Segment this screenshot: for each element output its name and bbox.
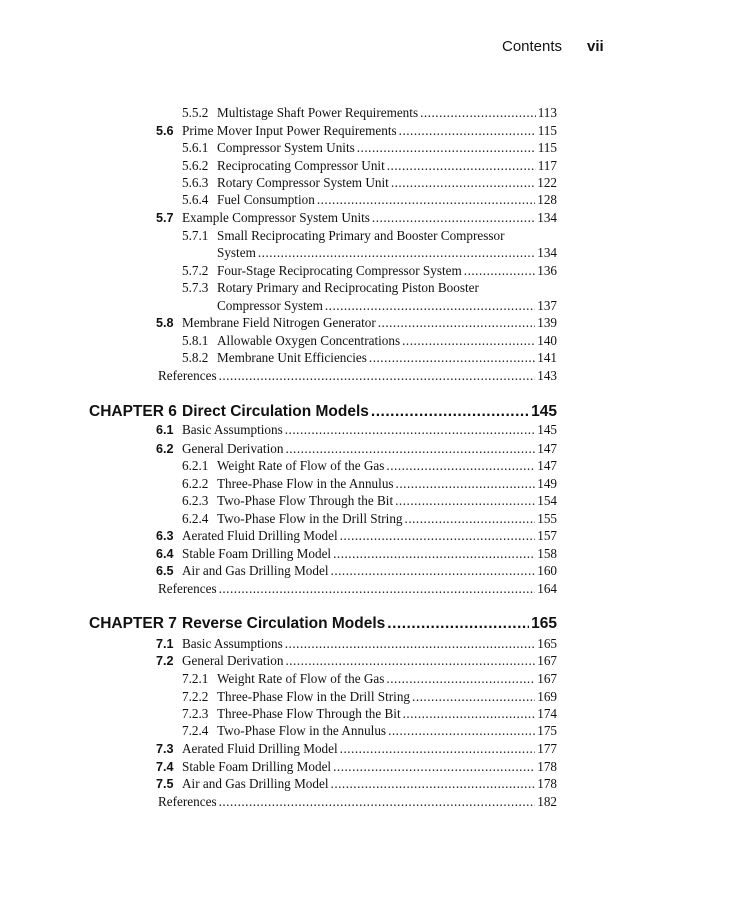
entry-title: Two-Phase Flow in the Annulus — [217, 723, 387, 738]
dot-leader — [391, 174, 535, 191]
entry-page: 140 — [537, 333, 557, 348]
toc-entry-5-6-2[interactable] — [182, 157, 557, 174]
entry-title: Stable Foam Drilling Model — [182, 546, 332, 561]
entry-number: 6.4 — [156, 547, 174, 561]
toc-entry-chapter6-references[interactable] — [158, 580, 557, 597]
entry-number: 6.2.1 — [182, 458, 209, 473]
toc-entry-6-4[interactable] — [156, 545, 557, 562]
entry-title: References — [158, 794, 217, 809]
entry-page: 182 — [537, 794, 557, 809]
entry-number: 5.8.2 — [182, 350, 209, 365]
chapter-label: CHAPTER 6 — [89, 403, 177, 420]
entry-page: 137 — [537, 298, 557, 313]
entry-title: Small Reciprocating Primary and Booster Compressor — [217, 228, 505, 243]
entry-page: 177 — [537, 741, 557, 756]
toc-entry-7-5[interactable] — [156, 775, 557, 792]
entry-number: 6.5 — [156, 564, 174, 578]
entry-number: 7.2.1 — [182, 671, 209, 686]
entry-title: Prime Mover Input Power Requirements — [182, 123, 397, 138]
entry-page: 145 — [537, 422, 557, 437]
chapter-title: Reverse Circulation Models — [182, 615, 386, 632]
toc-entry-5-8[interactable] — [156, 314, 557, 331]
entry-title: Compressor System Units — [217, 140, 355, 155]
entry-page: 178 — [537, 759, 557, 774]
dot-leader — [285, 635, 535, 652]
entry-title: Example Compressor System Units — [182, 210, 370, 225]
entry-page: 113 — [537, 105, 557, 120]
entry-title: Weight Rate of Flow of the Gas — [217, 671, 385, 686]
toc-entry-7-2-1[interactable] — [182, 670, 557, 687]
entry-title: Four-Stage Reciprocating Compressor System — [217, 263, 462, 278]
entry-number: 7.1 — [156, 637, 174, 651]
dot-leader — [369, 349, 535, 366]
toc-entry-5-8-1[interactable] — [182, 332, 557, 349]
dot-leader — [340, 740, 536, 757]
dot-leader — [402, 332, 535, 349]
entry-title-continued: System — [217, 245, 256, 260]
dot-leader — [372, 209, 535, 226]
entry-number: 5.7.2 — [182, 263, 209, 278]
entry-number: 5.6.4 — [182, 192, 209, 207]
entry-title-continued: Compressor System — [217, 298, 323, 313]
toc-entry-7-2[interactable] — [156, 652, 557, 669]
toc-entry-chapter7-references[interactable] — [158, 793, 557, 810]
entry-page: 160 — [537, 563, 557, 578]
entry-number: 5.6.3 — [182, 175, 209, 190]
entry-page: 149 — [537, 476, 557, 491]
dot-leader — [464, 262, 535, 279]
entry-title: Weight Rate of Flow of the Gas — [217, 458, 385, 473]
toc-entry-5-5-2[interactable] — [182, 104, 557, 121]
dot-leader — [386, 457, 535, 474]
running-header-title: Contents — [502, 38, 563, 55]
entry-page: 117 — [537, 158, 557, 173]
entry-number: 7.2.3 — [182, 706, 209, 721]
dot-leader — [325, 297, 535, 314]
toc-entry-6-1[interactable] — [156, 421, 557, 438]
dot-leader — [387, 613, 529, 635]
entry-page: 155 — [537, 511, 557, 526]
toc-entry-7-3[interactable] — [156, 740, 557, 757]
entry-title: Three-Phase Flow Through the Bit — [217, 706, 401, 721]
entry-page: 154 — [537, 493, 557, 508]
entry-number: 7.4 — [156, 760, 174, 774]
toc-entry-7-2-2[interactable] — [182, 688, 557, 705]
entry-title: Multistage Shaft Power Requirements — [217, 105, 419, 120]
dot-leader — [333, 758, 535, 775]
toc-entry-5-6-3[interactable] — [182, 174, 557, 191]
entry-number: 5.8 — [156, 316, 174, 330]
toc-entry-6-2-4[interactable] — [182, 510, 557, 527]
entry-title: Two-Phase Flow in the Drill String — [217, 511, 403, 526]
toc-entry-6-2[interactable] — [156, 440, 557, 457]
entry-title: Stable Foam Drilling Model — [182, 759, 332, 774]
entry-number: 7.2.2 — [182, 689, 209, 704]
dot-leader — [405, 510, 536, 527]
entry-number: 6.2.2 — [182, 476, 209, 491]
entry-title: Three-Phase Flow in the Annulus — [217, 476, 394, 491]
entry-number: 5.8.1 — [182, 333, 209, 348]
chapter-page: 165 — [531, 615, 557, 632]
entry-page: 174 — [537, 706, 557, 721]
dot-leader — [331, 562, 536, 579]
entry-title: Fuel Consumption — [217, 192, 315, 207]
chapter-title: Direct Circulation Models — [182, 403, 369, 420]
entry-title: References — [158, 581, 217, 596]
entry-number: 5.5.2 — [182, 105, 209, 120]
toc-chapter-6-heading[interactable] — [89, 401, 557, 423]
dot-leader — [396, 475, 536, 492]
entry-page: 157 — [537, 528, 557, 543]
toc-entry-6-2-3[interactable] — [182, 492, 557, 509]
dot-leader — [371, 401, 529, 423]
entry-number: 6.2.4 — [182, 511, 209, 526]
toc-entry-6-2-2[interactable] — [182, 475, 557, 492]
toc-entry-7-4[interactable] — [156, 758, 557, 775]
entry-page: 134 — [537, 245, 557, 260]
entry-number: 6.3 — [156, 529, 174, 543]
dot-leader — [219, 580, 536, 597]
entry-page: 139 — [537, 315, 557, 330]
entry-number: 7.5 — [156, 777, 174, 791]
dot-leader — [378, 314, 536, 331]
entry-page: 175 — [537, 723, 557, 738]
entry-number: 5.7 — [156, 211, 174, 225]
entry-title: Three-Phase Flow in the Drill String — [217, 689, 411, 704]
chapter-label: CHAPTER 7 — [89, 615, 177, 632]
toc-entry-7-2-4[interactable] — [182, 722, 557, 739]
entry-number: 5.6.2 — [182, 158, 209, 173]
entry-page: 158 — [537, 546, 557, 561]
dot-leader — [258, 244, 535, 261]
entry-page: 147 — [537, 441, 557, 456]
entry-title: Allowable Oxygen Concentrations — [217, 333, 401, 348]
entry-page: 143 — [537, 368, 557, 383]
toc-entry-5-7-2[interactable] — [182, 262, 557, 279]
entry-title: Rotary Primary and Reciprocating Piston Booster — [217, 280, 479, 295]
dot-leader — [387, 157, 536, 174]
entry-page: 128 — [537, 192, 557, 207]
entry-number: 7.2 — [156, 654, 174, 668]
entry-page: 141 — [537, 350, 557, 365]
entry-page: 165 — [537, 636, 557, 651]
toc-entry-5-7[interactable] — [156, 209, 557, 226]
dot-leader — [317, 191, 535, 208]
entry-number: 6.2.3 — [182, 493, 209, 508]
entry-title: Air and Gas Drilling Model — [182, 776, 329, 791]
toc-entry-5-6-1[interactable] — [182, 139, 557, 156]
entry-page: 164 — [537, 581, 557, 596]
entry-page: 178 — [537, 776, 557, 791]
dot-leader — [386, 670, 535, 687]
entry-title: Air and Gas Drilling Model — [182, 563, 329, 578]
entry-title: General Derivation — [182, 653, 284, 668]
entry-page: 147 — [537, 458, 557, 473]
entry-title: Basic Assumptions — [182, 422, 283, 437]
dot-leader — [285, 421, 535, 438]
toc-entry-7-1[interactable] — [156, 635, 557, 652]
dot-leader — [357, 139, 536, 156]
dot-leader — [331, 775, 536, 792]
entry-page: 169 — [537, 689, 557, 704]
dot-leader — [285, 652, 535, 669]
toc-entry-6-5[interactable] — [156, 562, 557, 579]
dot-leader — [285, 440, 535, 457]
toc-entry-5-7-1-line2[interactable] — [217, 244, 557, 261]
entry-title: Rotary Compressor System Unit — [217, 175, 389, 190]
dot-leader — [420, 104, 536, 121]
entry-title: General Derivation — [182, 441, 284, 456]
entry-number: 7.3 — [156, 742, 174, 756]
entry-title: Membrane Unit Efficiencies — [217, 350, 367, 365]
entry-page: 115 — [537, 123, 557, 138]
toc-entry-5-8-2[interactable] — [182, 349, 557, 366]
entry-page: 167 — [537, 653, 557, 668]
toc-entry-5-6[interactable] — [156, 122, 557, 139]
toc-entry-6-2-1[interactable] — [182, 457, 557, 474]
toc-entry-7-2-3[interactable] — [182, 705, 557, 722]
entry-page: 167 — [537, 671, 557, 686]
dot-leader — [399, 122, 536, 139]
dot-leader — [219, 367, 536, 384]
entry-title: Aerated Fluid Drilling Model — [182, 741, 338, 756]
entry-title: Membrane Field Nitrogen Generator — [182, 315, 376, 330]
toc-entry-5-7-1-line1[interactable] — [182, 227, 505, 244]
entry-number: 5.6 — [156, 124, 174, 138]
entry-title: Basic Assumptions — [182, 636, 283, 651]
dot-leader — [412, 688, 535, 705]
toc-entry-5-7-3-line1[interactable] — [182, 279, 479, 296]
dot-leader — [388, 722, 535, 739]
entry-page: 115 — [537, 140, 557, 155]
entry-number: 5.7.1 — [182, 228, 209, 243]
dot-leader — [333, 545, 535, 562]
dot-leader — [340, 527, 536, 544]
toc-entry-6-3[interactable] — [156, 527, 557, 544]
entry-page: 134 — [537, 210, 557, 225]
toc-entry-chapter5-references[interactable] — [158, 367, 557, 384]
chapter-page: 145 — [531, 403, 557, 420]
entry-number: 5.7.3 — [182, 280, 209, 295]
dot-leader — [395, 492, 535, 509]
running-header-page-number: vii — [587, 38, 604, 55]
toc-chapter-7-heading[interactable] — [89, 613, 557, 635]
entry-number: 6.1 — [156, 423, 174, 437]
entry-number: 5.6.1 — [182, 140, 209, 155]
entry-title: References — [158, 368, 217, 383]
entry-title: Aerated Fluid Drilling Model — [182, 528, 338, 543]
entry-number: 7.2.4 — [182, 723, 209, 738]
dot-leader — [403, 705, 536, 722]
entry-page: 122 — [537, 175, 557, 190]
entry-title: Two-Phase Flow Through the Bit — [217, 493, 394, 508]
dot-leader — [219, 793, 536, 810]
toc-entry-5-6-4[interactable] — [182, 191, 557, 208]
entry-number: 6.2 — [156, 442, 174, 456]
entry-title: Reciprocating Compressor Unit — [217, 158, 385, 173]
entry-page: 136 — [537, 263, 557, 278]
toc-entry-5-7-3-line2[interactable] — [217, 297, 557, 314]
